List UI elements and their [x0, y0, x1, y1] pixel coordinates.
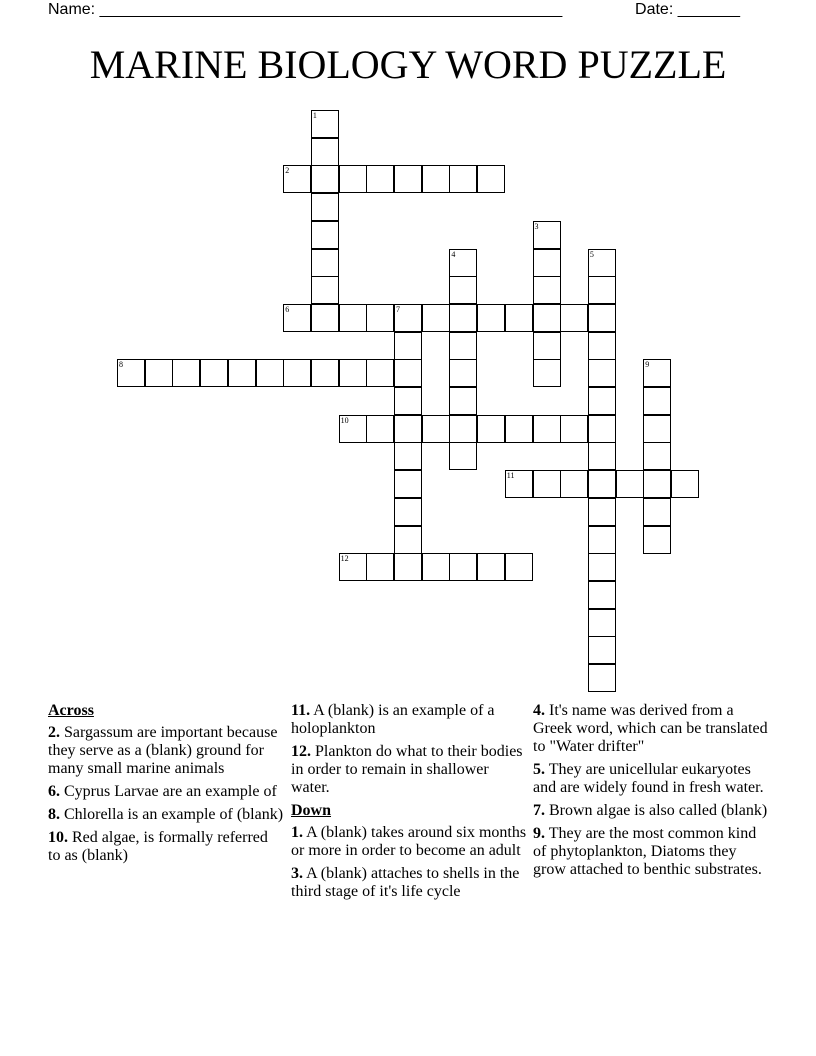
clues-column-1 [48, 702, 284, 870]
crossword-cell[interactable] [588, 442, 616, 470]
clue-down-7: 7. Brown algae is also called (blank) [533, 802, 768, 819]
crossword-cell[interactable] [339, 359, 367, 387]
crossword-cell[interactable] [588, 276, 616, 304]
crossword-cell[interactable] [588, 387, 616, 415]
crossword-cell[interactable] [339, 553, 367, 581]
crossword-cell[interactable] [533, 415, 561, 443]
crossword-cell[interactable] [311, 304, 339, 332]
crossword-cell[interactable] [505, 304, 533, 332]
crossword-cell[interactable] [560, 470, 588, 498]
crossword-cell[interactable] [311, 359, 339, 387]
crossword-cell[interactable] [339, 165, 367, 193]
clue-across-6: 6. Cyprus Larvae are an example of [48, 783, 277, 800]
crossword-cell[interactable] [311, 249, 339, 277]
crossword-cell[interactable] [477, 165, 505, 193]
crossword-cell[interactable] [449, 332, 477, 360]
crossword-cell[interactable] [311, 221, 339, 249]
clue-across-11: 11. A (blank) is an example of a holoplankton [291, 702, 495, 737]
crossword-cell[interactable] [588, 304, 616, 332]
crossword-cell[interactable] [422, 415, 450, 443]
crossword-cell[interactable] [477, 415, 505, 443]
crossword-cell[interactable] [394, 526, 422, 554]
crossword-cell[interactable] [477, 304, 505, 332]
crossword-cell[interactable] [449, 553, 477, 581]
crossword-cell[interactable] [394, 442, 422, 470]
crossword-cell[interactable] [643, 526, 671, 554]
crossword-cell[interactable] [283, 304, 311, 332]
crossword-cell[interactable] [449, 442, 477, 470]
crossword-cell[interactable] [394, 332, 422, 360]
crossword-cell[interactable] [449, 359, 477, 387]
crossword-cell[interactable] [145, 359, 173, 387]
crossword-cell[interactable] [588, 636, 616, 664]
crossword-cell[interactable] [117, 359, 145, 387]
crossword-cell[interactable] [616, 470, 644, 498]
crossword-cell[interactable] [449, 276, 477, 304]
crossword-cell[interactable] [588, 664, 616, 692]
crossword-cell[interactable] [588, 332, 616, 360]
crossword-cell[interactable] [588, 553, 616, 581]
crossword-cell[interactable] [172, 359, 200, 387]
crossword-cell[interactable] [422, 553, 450, 581]
crossword-cell[interactable] [643, 470, 671, 498]
crossword-cell[interactable] [449, 387, 477, 415]
clue-number: 9 [645, 360, 650, 370]
crossword-cell[interactable] [505, 470, 533, 498]
crossword-cell[interactable] [311, 110, 339, 138]
crossword-cell[interactable] [588, 609, 616, 637]
crossword-cell[interactable] [283, 359, 311, 387]
date-field-label[interactable]: Date: _______ [635, 1, 740, 18]
crossword-cell[interactable] [671, 470, 699, 498]
clue-down-5: 5. They are unicellular eukaryotes and are widely found in fresh water. [533, 761, 764, 796]
clues-column-3 [533, 702, 769, 884]
crossword-cell[interactable] [366, 415, 394, 443]
crossword-cell[interactable] [505, 553, 533, 581]
crossword-cell[interactable] [533, 221, 561, 249]
crossword-cell[interactable] [505, 415, 533, 443]
crossword-cell[interactable] [422, 165, 450, 193]
crossword-cell[interactable] [394, 498, 422, 526]
crossword-cell[interactable] [394, 304, 422, 332]
crossword-cell[interactable] [256, 359, 284, 387]
crossword-cell[interactable] [449, 415, 477, 443]
clue-number: 1 [312, 111, 317, 120]
crossword-cell[interactable] [339, 304, 367, 332]
crossword-cell[interactable] [449, 165, 477, 193]
crossword-cell[interactable] [366, 165, 394, 193]
crossword-cell[interactable] [449, 304, 477, 332]
crossword-cell[interactable] [533, 276, 561, 304]
down-heading: Down [291, 802, 332, 819]
crossword-cell[interactable] [311, 276, 339, 304]
name-field-label[interactable]: Name: ____________________________________________________ [48, 1, 563, 18]
clue-down-3: 3. A (blank) attaches to shells in the third stage of it's life cycle [291, 865, 520, 900]
crossword-cell[interactable] [588, 359, 616, 387]
crossword-cell[interactable] [560, 304, 588, 332]
clue-number: 3 [534, 221, 539, 231]
clue-number: 5 [589, 249, 594, 259]
page-title: MARINE BIOLOGY WORD PUZZLE [89, 42, 727, 87]
clue-number: 7 [396, 304, 400, 314]
crossword-cell[interactable] [533, 249, 561, 277]
crossword-cell[interactable] [394, 387, 422, 415]
clue-down-4: 4. It's name was derived from a Greek word, which can be translated to "Water drifter" [533, 702, 768, 755]
clue-number: 12 [340, 554, 349, 564]
crossword-cell[interactable] [394, 165, 422, 193]
crossword-cell[interactable] [283, 165, 311, 193]
across-heading: Across [48, 702, 94, 719]
clues-column-2 [291, 702, 527, 906]
crossword-cell[interactable] [560, 415, 588, 443]
crossword-cell[interactable] [477, 553, 505, 581]
clue-number: 8 [119, 360, 123, 370]
clue-number: 11 [506, 471, 515, 481]
crossword-cell[interactable] [533, 304, 561, 332]
clue-number: 2 [285, 166, 290, 176]
clue-number: 4 [451, 249, 456, 259]
crossword-cell[interactable] [311, 165, 339, 193]
crossword-cell[interactable] [533, 359, 561, 387]
clue-across-8: 8. Chlorella is an example of (blank) [48, 806, 284, 823]
crossword-cell[interactable] [394, 470, 422, 498]
crossword-cell[interactable] [643, 415, 671, 443]
crossword-cell[interactable] [588, 526, 616, 554]
crossword-cell[interactable] [394, 415, 422, 443]
crossword-cell[interactable] [533, 332, 561, 360]
crossword-cell[interactable] [588, 470, 616, 498]
clue-down-1: 1. A (blank) takes around six months or more in order to become an adult [291, 824, 527, 859]
crossword-cell[interactable] [366, 304, 394, 332]
crossword-cell[interactable] [394, 553, 422, 581]
crossword-cell[interactable] [588, 415, 616, 443]
crossword-cell[interactable] [643, 387, 671, 415]
clue-number: 10 [340, 415, 349, 425]
crossword-cell[interactable] [366, 553, 394, 581]
clue-number: 6 [285, 304, 290, 314]
crossword-cell[interactable] [588, 581, 616, 609]
crossword-cell[interactable] [366, 359, 394, 387]
clue-across-10: 10. Red algae, is formally referred to as (blank) [48, 829, 268, 864]
crossword-cell[interactable] [643, 498, 671, 526]
crossword-cell[interactable] [422, 304, 450, 332]
crossword-cell[interactable] [311, 193, 339, 221]
crossword-cell[interactable] [643, 442, 671, 470]
crossword-cell[interactable] [200, 359, 228, 387]
crossword-cell[interactable] [643, 359, 671, 387]
crossword-cell[interactable] [228, 359, 256, 387]
crossword-cell[interactable] [311, 138, 339, 166]
crossword-cell[interactable] [394, 359, 422, 387]
crossword-cell[interactable] [588, 498, 616, 526]
crossword-cell[interactable] [339, 415, 367, 443]
clue-down-9: 9. They are the most common kind of phytoplankton, Diatoms they grow attached to benthic substrates. [533, 825, 762, 878]
clue-across-12: 12. Plankton do what to their bodies in order to remain in shallower water. [291, 743, 523, 796]
crossword-cell[interactable] [449, 249, 477, 277]
crossword-cell[interactable] [588, 249, 616, 277]
crossword-cell[interactable] [533, 470, 561, 498]
clue-across-2: 2. Sargassum are important because they serve as a (blank) ground for many small marine animals [48, 724, 278, 777]
